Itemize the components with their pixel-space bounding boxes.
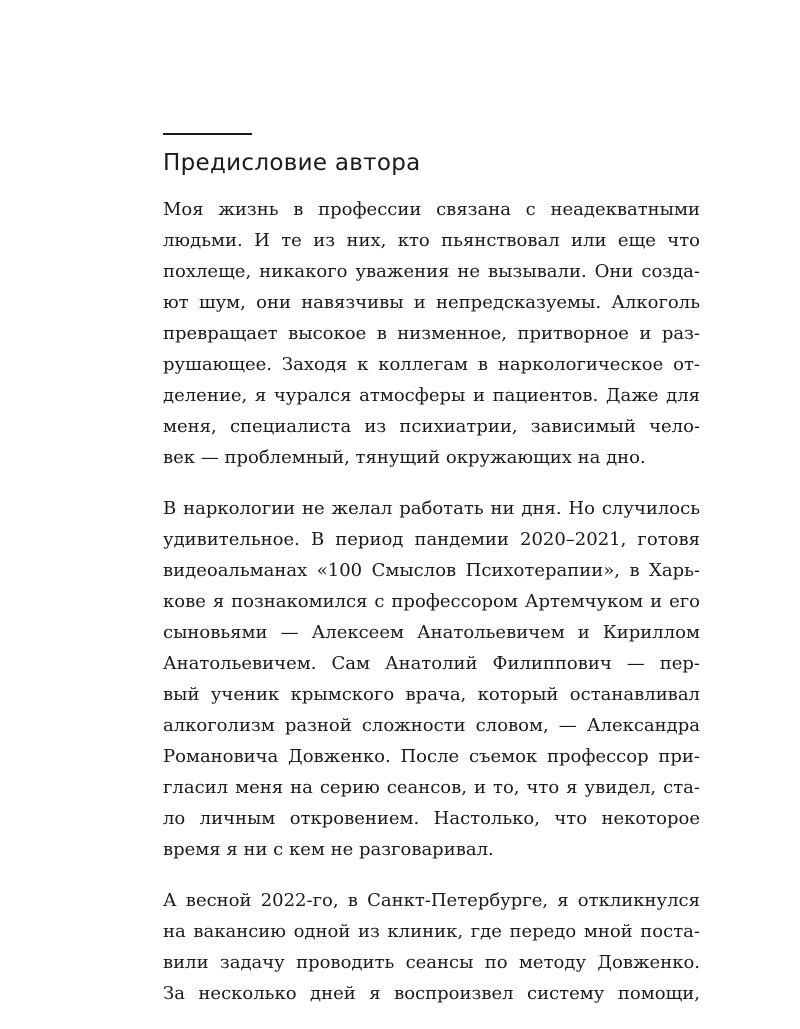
book-page (163, 0, 700, 1004)
text-line: вили задачу проводить сеансы по методу Довженко. (163, 952, 700, 973)
text-line: удивительное. В период пандемии 2020–2021, готовя (163, 529, 700, 550)
text-line: кове я познакомился с профессором Артемчуком и его (163, 591, 700, 612)
text-line: меня, специалиста из психиатрии, зависимый чело- (163, 416, 700, 437)
text-line: Моя жизнь в профессии связана с неадекватными (163, 199, 700, 220)
text-line: Романовича Довженко. После съемок профессор при- (163, 746, 700, 767)
text-line: деление, я чурался атмосферы и пациентов. Даже для (163, 385, 700, 406)
text-line: За несколько дней я воспроизвел систему помощи, (163, 983, 700, 1004)
text-line: видеоальманах «100 Смыслов Психотерапии», в Харь- (163, 560, 700, 581)
body-text (163, 194, 700, 1029)
text-line: сыновьями — Алексеем Анатольевичем и Кириллом (163, 622, 700, 643)
text-line: превращает высокое в низменное, притворное и раз- (163, 323, 700, 344)
text-line: А весной 2022-го, в Санкт-Петербурге, я откликнулся (163, 890, 700, 911)
chapter-title: Предисловие автора (163, 150, 421, 176)
paragraph-1 (163, 194, 700, 473)
text-line: похлеще, никакого уважения не вызывали. Они созда- (163, 261, 700, 282)
heading-rule (163, 133, 252, 135)
text-line: рушающее. Заходя к коллегам в наркологическое от- (163, 354, 700, 375)
text-line: вый ученик крымского врача, который останавливал (163, 684, 700, 705)
text-line: ло личным откровением. Настолько, что некоторое (163, 808, 700, 829)
text-line: алкоголизм разной сложности словом, — Александра (163, 715, 700, 736)
paragraph-3 (163, 885, 700, 1009)
text-line: время я ни с кем не разговаривал. (163, 839, 494, 860)
text-line: людьми. И те из них, кто пьянствовал или еще что (163, 230, 700, 251)
text-line: ют шум, они навязчивы и непредсказуемы. Алкоголь (163, 292, 700, 313)
text-line: Анатольевичем. Сам Анатолий Филиппович — пер- (163, 653, 700, 674)
text-line: гласил меня на серию сеансов, и то, что я увидел, ста- (163, 777, 700, 798)
text-line: век — проблемный, тянущий окружающих на дно. (163, 447, 646, 468)
text-line: на вакансию одной из клиник, где передо мной поста- (163, 921, 700, 942)
paragraph-2 (163, 493, 700, 865)
text-line: В наркологии не желал работать ни дня. Но случилось (163, 498, 700, 519)
